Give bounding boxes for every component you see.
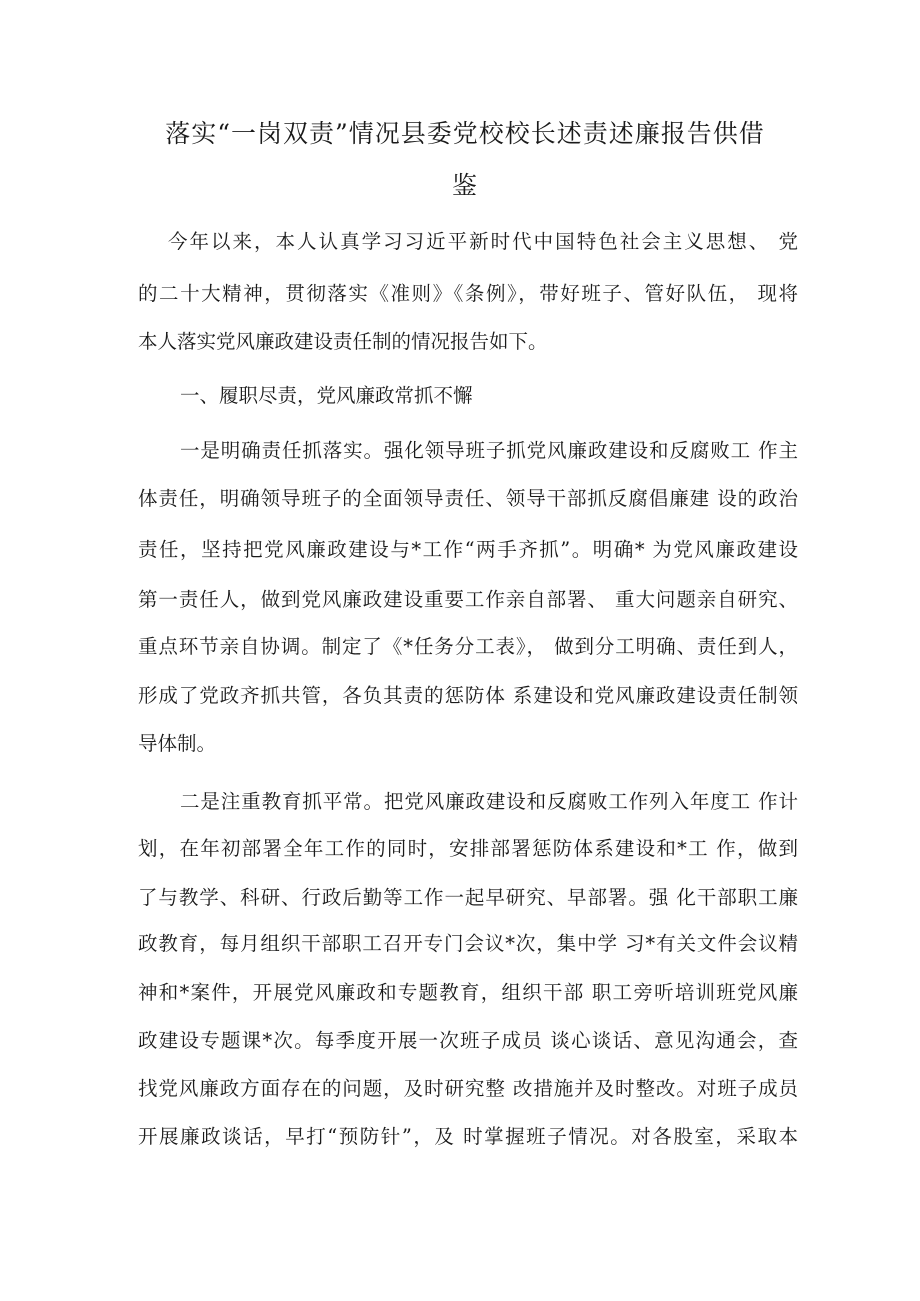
paragraph-line: 第一责任人，做到党风廉政建设重要工作亲自部署、 重大问题亲自研究、 [138, 588, 798, 611]
paragraph-line: 找党风廉政方面存在的问题，及时研究整 改措施并及时整改。对班子成员 [138, 1077, 798, 1100]
paragraph-line: 神和*案件，开展党风廉政和专题教育，组织干部 职工旁听培训班党风廉 [138, 981, 798, 1004]
paragraph-line: 了与教学、科研、行政后勤等工作一起早研究、早部署。强 化干部职工廉 [138, 886, 798, 909]
paragraph-line: 重点环节亲自协调。制定了《*任务分工表》， 做到分工明确、责任到人， [138, 635, 798, 658]
document-title-line-1: 落实“一岗双责”情况县委党校校长述责述廉报告供借 [165, 119, 765, 148]
paragraph-line: 责任，坚持把党风廉政建设与*工作“两手齐抓”。明确* 为党风廉政建设 [138, 538, 798, 561]
paragraph-line: 一是明确责任抓落实。强化领导班子抓党风廉政建设和反腐败工 作主 [180, 439, 798, 462]
section-heading: 一、履职尽责，党风廉政常抓不懈 [180, 384, 473, 407]
paragraph-line: 政教育，每月组织干部职工召开专门会议*次，集中学 习*有关文件会议精 [138, 932, 798, 955]
paragraph-line: 开展廉政谈话，早打“预防针”，及 时掌握班子情况。对各股室，采取本 [138, 1125, 798, 1148]
paragraph-line: 体责任，明确领导班子的全面领导责任、领导干部抓反腐倡廉建 设的政治 [138, 487, 798, 510]
document-title-line-2: 鉴 [451, 171, 478, 200]
paragraph-line: 的二十大精神，贯彻落实《准则》《条例》，带好班子、管好队伍， 现将 [138, 282, 798, 305]
paragraph-line: 本人落实党风廉政建设责任制的情况报告如下。 [138, 330, 548, 353]
paragraph-line: 划，在年初部署全年工作的同时，安排部署惩防体系建设和*工 作，做到 [138, 837, 798, 860]
paragraph-line: 政建设专题课*次。每季度开展一次班子成员 谈心谈话、意见沟通会，查 [138, 1029, 798, 1052]
paragraph-line: 导体制。 [138, 732, 217, 755]
paragraph-line: 形成了党政齐抓共管，各负其责的惩防体 系建设和党风廉政建设责任制领 [138, 684, 798, 707]
paragraph-line: 二是注重教育抓平常。把党风廉政建设和反腐败工作列入年度工 作计 [180, 790, 798, 813]
paragraph-line: 今年以来，本人认真学习习近平新时代中国特色社会主义思想、 党 [168, 230, 798, 253]
